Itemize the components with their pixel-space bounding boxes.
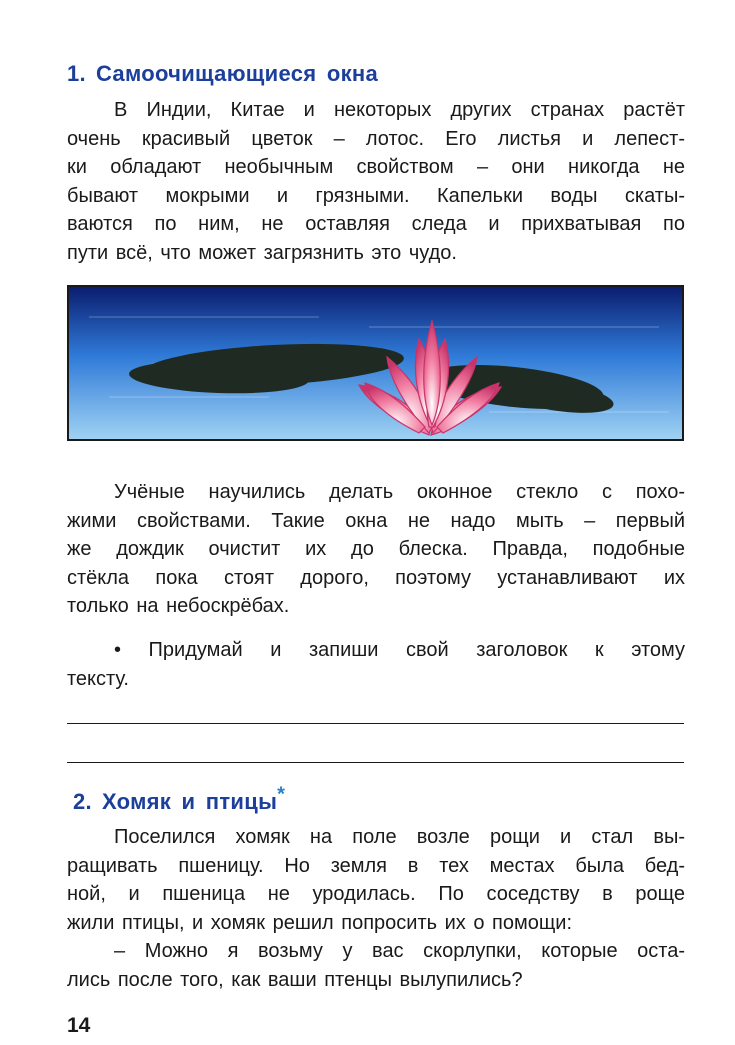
lotus-illustration	[67, 285, 684, 441]
text-line: только на небоскрёбах.	[67, 595, 290, 617]
text-line: Учёные научились делать оконное стекло с похо-	[114, 481, 685, 503]
lotus-picture	[69, 287, 682, 439]
task-line: тексту.	[67, 667, 129, 690]
task-line: • Придумай и запиши свой заголовок к этому	[114, 639, 685, 661]
section-1-paragraph-2	[67, 478, 685, 621]
section-1-title: Самоочищающиеся окна	[95, 61, 378, 86]
answer-line-2[interactable]	[67, 762, 684, 763]
text-line: ки обладают необычным свойством – они никогда не	[67, 156, 685, 178]
text-line: ной, и пшеница не уродилась. По соседству в роще	[67, 883, 685, 905]
section-1-number: 1.	[67, 61, 86, 86]
asterisk-mark: *	[277, 783, 286, 806]
text-line: В Индии, Китае и некоторых других странах растёт	[114, 99, 685, 121]
text-line: ращивать пшеницу. Но земля в тех местах была бед-	[67, 854, 685, 877]
section-2-number: 2.	[73, 789, 92, 814]
text-line: бывают мокрыми и грязными. Капельки воды скаты-	[67, 184, 685, 207]
answer-line-1[interactable]	[67, 723, 684, 724]
section-2-title: Хомяк и птицы	[101, 789, 278, 814]
text-line: жими свойствами. Такие окна не надо мыть – первый	[67, 509, 685, 532]
section-1-heading	[67, 61, 378, 87]
text-line: лись после того, как ваши птенцы вылупились?	[67, 968, 523, 991]
text-line: пути всё, что может загрязнить это чудо.	[67, 241, 457, 264]
text-line: ваются по ним, не оставляя следа и прихватывая по	[67, 213, 685, 235]
text-line: Поселился хомяк на поле возле рощи и стал вы-	[114, 826, 685, 848]
section-2-paragraph	[67, 823, 685, 994]
text-line: – Можно я возьму у вас скорлупки, которые оста-	[114, 940, 685, 962]
text-line: жили птицы, и хомяк решил попросить их о помощи:	[67, 911, 573, 934]
page-number: 14	[67, 1014, 91, 1037]
text-line: очень красивый цветок – лотос. Его листья и лепест-	[67, 127, 685, 150]
text-line: стёкла пока стоят дорого, поэтому устанавливают их	[67, 566, 685, 589]
section-1-paragraph-1	[67, 96, 685, 267]
text-line: же дождик очистит их до блеска. Правда, подобные	[67, 538, 685, 560]
task-prompt	[67, 636, 685, 693]
section-2-heading	[73, 783, 286, 815]
